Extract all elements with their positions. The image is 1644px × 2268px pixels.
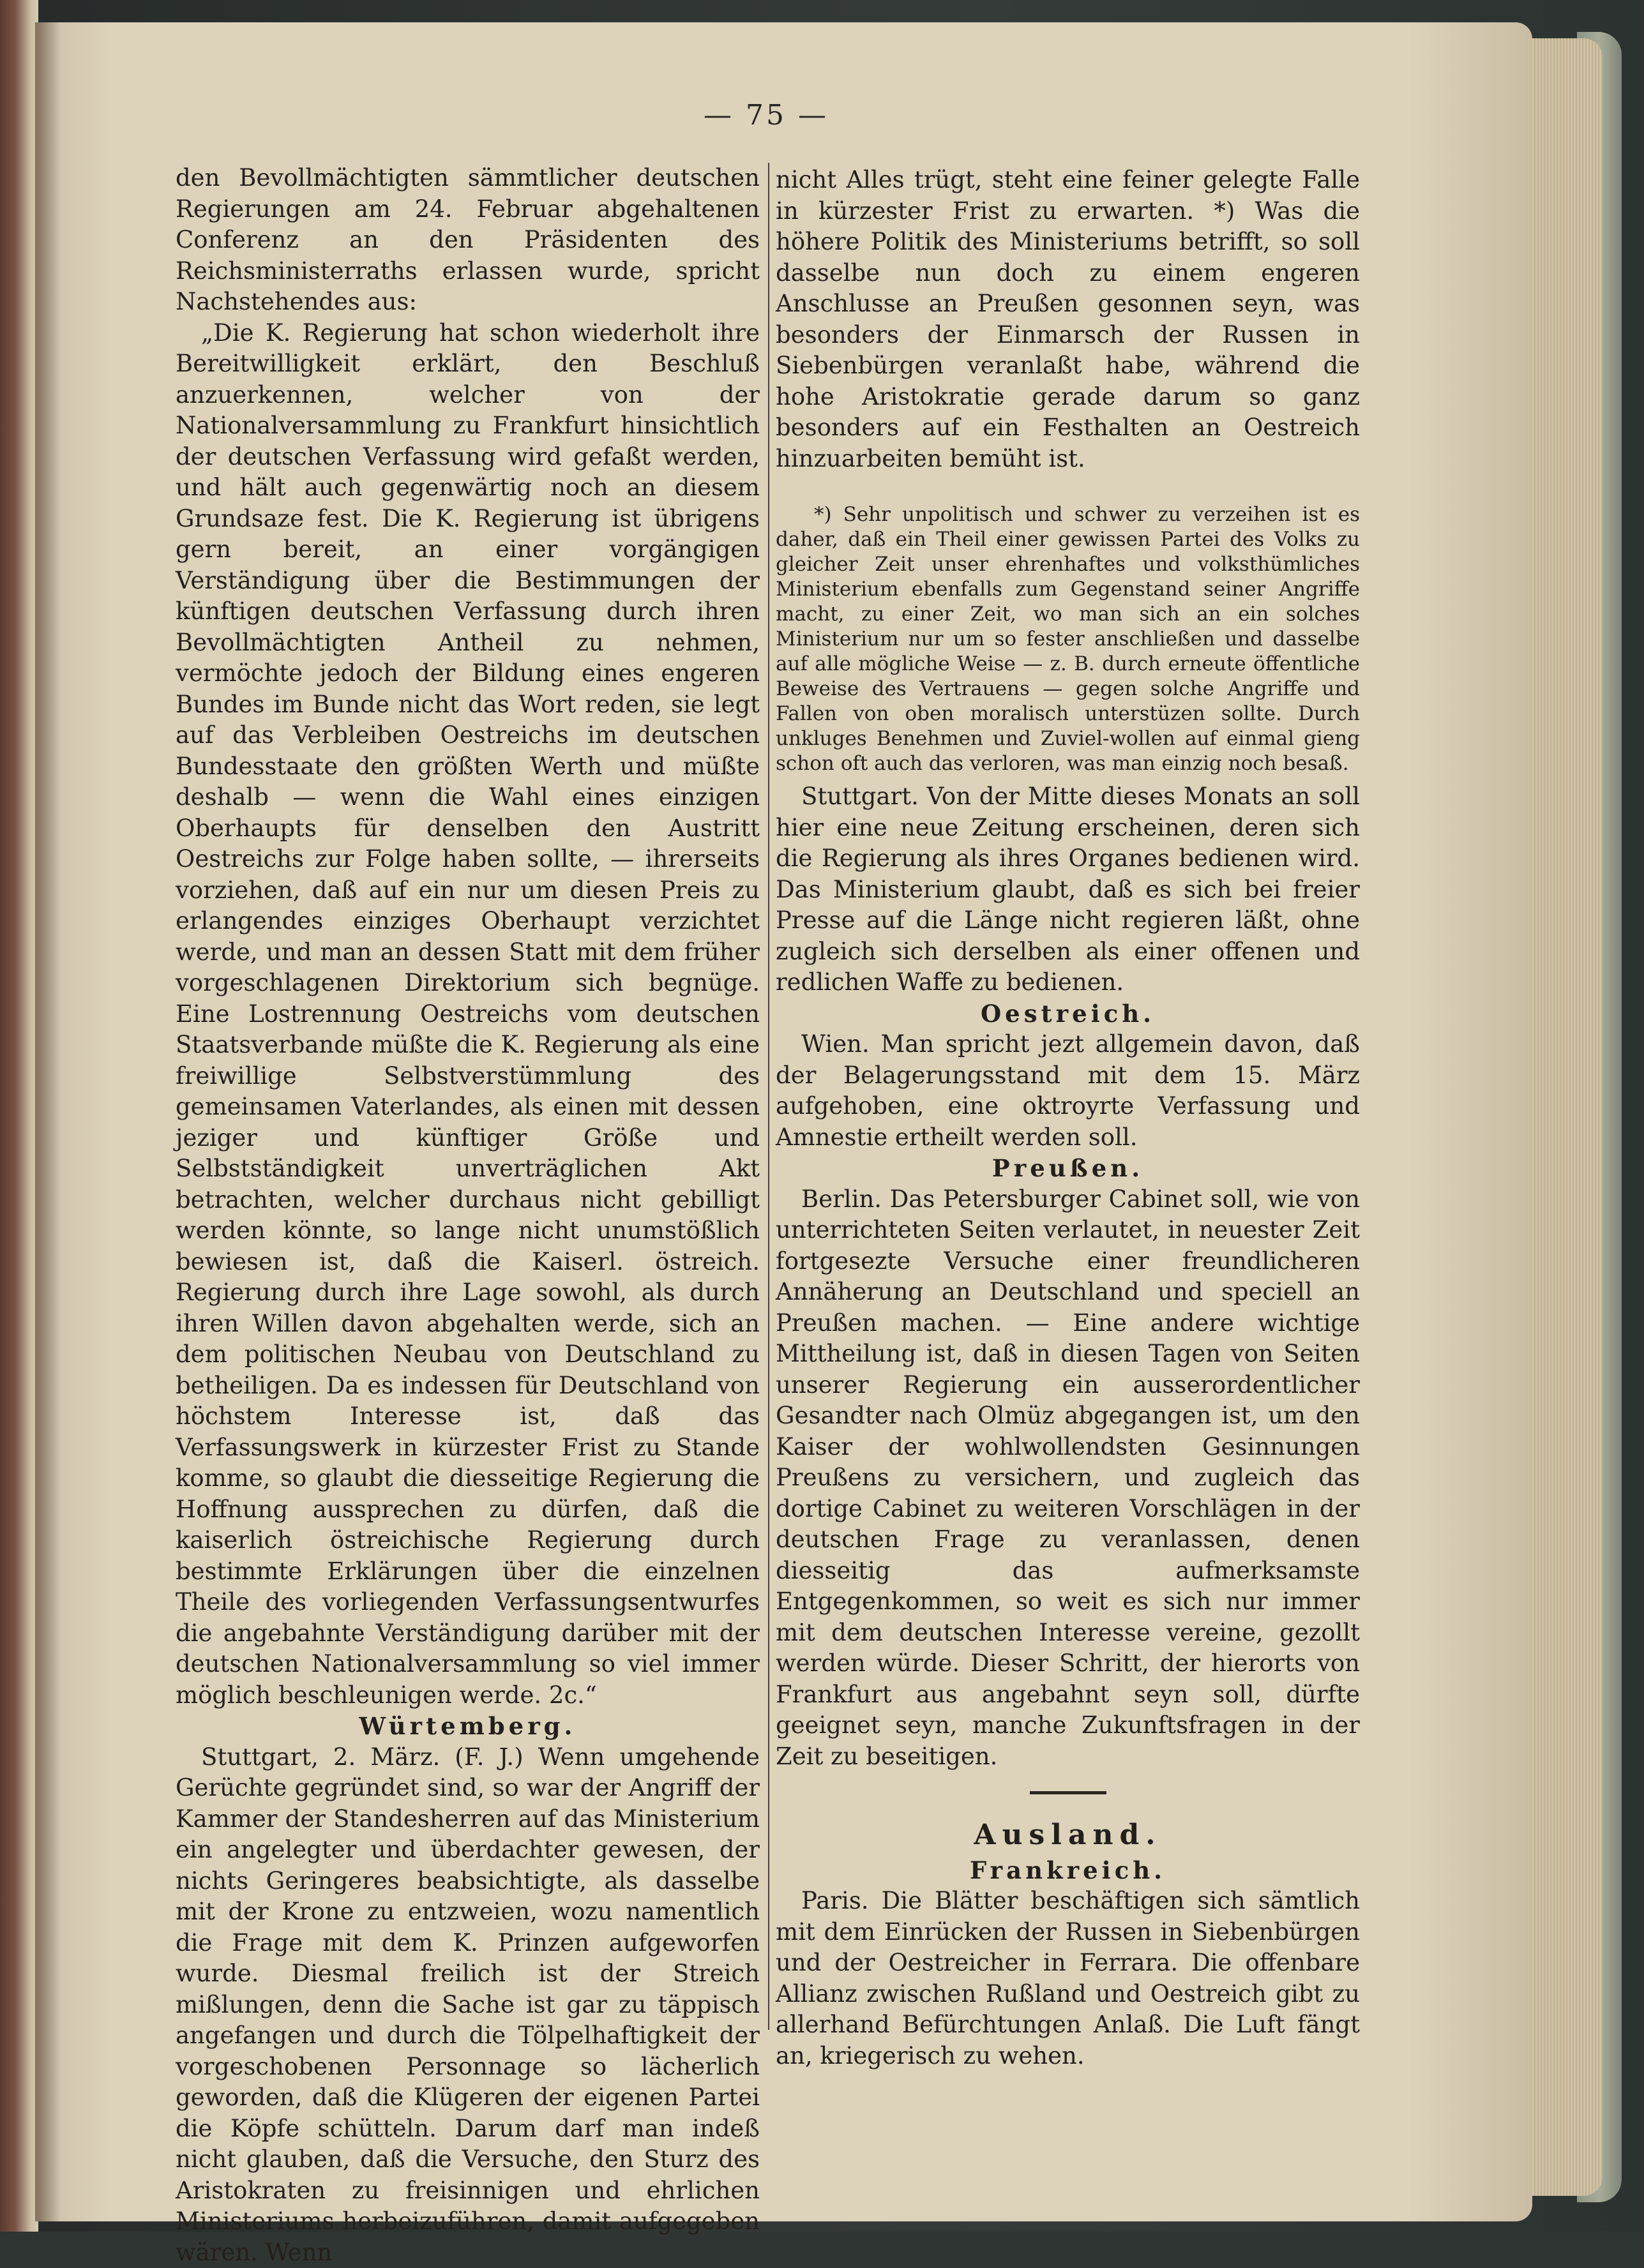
paragraph-conference-intro: den Bevollmächtigten sämmtlicher deutschen Regierungen am 24. Februar abgehaltenen Conferenz an den Präsidenten des Reichsministerraths erlassen wurde, spricht Nachstehendes aus: [176, 163, 760, 318]
heading-wuerttemberg: Würtemberg. [176, 1711, 760, 1742]
paragraph-government-declaration: „Die K. Regierung hat schon wiederholt ihre Bereitwilligkeit erklärt, den Beschluß anzuerkennen, welcher von der Nationalversammlung zu Frankfurt hinsichtlich der deutschen Verfassung wird gefaßt werden, und hält auch gegenwärtig noch an diesem Grundsaze fest. Die K. Regierung ist übrigens gern bereit, an einer vorgängigen Verständigung über die Bestimmungen der künftigen deutschen Verfassung durch ihren Bevollmächtigten Antheil zu nehmen, vermöchte jedoch der Bildung eines engeren Bundes im Bunde nicht das Wort reden, sie legt auf das Verbleiben Oestreichs im deutschen Bundesstaate den größten Werth und müßte deshalb — wenn die Wahl eines einzigen Oberhaupts für denselben den Austritt Oestreichs zur Folge haben sollte, — ihrerseits vorziehen, daß auf ein nur um diesen Preis zu erlangendes einziges Oberhaupt verzichtet werde, und man an dessen Statt mit dem früher vorgeschlagenen Direktorium sich begnüge. Eine Lostrennung Oestreichs vom deutschen Staatsverbande müßte die K. Regierung als eine freiwillige Selbstverstümmlung des gemeinsamen Vaterlandes, als einen mit dessen jeziger und künftiger Größe und Selbstständigkeit unverträglichen Akt betrachten, welcher durchaus nicht gebilligt werden könnte, so lange nicht unumstößlich bewiesen ist, daß die Kaiserl. östreich. Regierung durch ihre Lage sowohl, als durch ihren Willen davon abgehalten werde, sich an dem politischen Neubau von Deutschland zu betheiligen. Da es indessen für Deutschland von höchstem Interesse ist, daß das Verfassungswerk in kürzester Frist zu Stande komme, so glaubt die diesseitige Regierung die Hoffnung aussprechen zu dürfen, daß die kaiserlich östreichische Regierung durch bestimmte Erklärungen über die einzelnen Theile des vorliegenden Verfassungsentwurfes die angebahnte Verständigung darüber mit der deutschen Nationalversammlung so viel immer möglich beschleunigen werde. 2c.“ [176, 318, 760, 1711]
facing-page-edge [0, 0, 38, 2232]
section-divider [1030, 1791, 1106, 1794]
page-number: — 75 — [670, 99, 862, 137]
footnote: *) Sehr unpolitisch und schwer zu verzeihen ist es daher, daß ein Theil einer gewissen Partei des Volks zu gleicher Zeit unser ehrenhaftes und volksthümliches Ministerium ebenfalls zum Gegenstand seiner Angriffe macht, zu einer Zeit, wo man sich an ein solches Ministerium nur um so fester anschließen und dasselbe auf alle mögliche Weise — z. B. durch erneute öffentliche Beweise des Vertrauens — gegen solche Angriffe und Fallen von oben moralisch unterstüzen sollte. Durch unkluges Benehmen und Zuviel-wollen auf einmal gieng schon oft auch das verloren, was man einzig noch besaß. [776, 502, 1360, 776]
heading-frankreich: Frankreich. [776, 1855, 1360, 1886]
paragraph-continuation: nicht Alles trügt, steht eine feiner gelegte Falle in kürzester Frist zu erwarten. *) Was die höhere Politik des Ministeriums betrifft, so soll dasselbe nun doch zu einem engeren Anschlusse an Preußen gesonnen seyn, was besonders der Einmarsch der Russen in Siebenbürgen veranlaßt habe, während die hohe Aristokratie gerade darum so ganz besonders auf ein Festhalten an Oestreich hinzuarbeiten bemüht ist. [776, 165, 1360, 474]
paragraph-stuttgart-rumours: Stuttgart, 2. März. (F. J.) Wenn umgehende Gerüchte gegründet sind, so war der Angriff der Kammer der Standesherren auf das Ministerium ein angelegter und überdachter gewesen, der nichts Geringeres beabsichtigte, als dasselbe mit der Krone zu entzweien, wozu namentlich die Frage mit dem K. Prinzen aufgeworfen wurde. Diesmal freilich ist der Streich mißlungen, denn die Sache ist gar zu täppisch angefangen und durch die Tölpelhaftigkeit der vorgeschobenen Personnage so lächerlich geworden, daß die Klügeren der eigenen Partei die Köpfe schütteln. Darum darf man indeß nicht glauben, daß die Versuche, den Sturz des Aristokraten zu freisinnigen und ehrlichen Ministeriums herbeizuführen, damit aufgegeben wären. Wenn [176, 1742, 760, 2268]
paragraph-wien: Wien. Man spricht jezt allgemein davon, daß der Belagerungsstand mit dem 15. März aufgehoben, eine oktroyrte Verfassung und Amnestie ertheilt werden soll. [776, 1029, 1360, 1153]
heading-ausland: Ausland. [776, 1820, 1360, 1851]
column-divider [768, 163, 769, 2030]
paragraph-stuttgart-newspaper: Stuttgart. Von der Mitte dieses Monats an soll hier eine neue Zeitung erscheinen, deren sich die Regierung als ihres Organes bedienen wird. Das Ministerium glaubt, daß es sich bei freier Presse auf die Länge nicht regieren läßt, ohne zugleich sich derselben als einer offenen und redlichen Waffe zu bedienen. [776, 781, 1360, 998]
heading-oestreich: Oestreich. [776, 998, 1360, 1030]
paragraph-paris: Paris. Die Blätter beschäftigen sich sämtlich mit dem Einrücken der Russen in Siebenbürgen und der Oestreicher in Ferrara. Die offenbare Allianz zwischen Rußland und Oestreich gibt zu allerhand Befürchtungen Anlaß. Die Luft fängt an, kriegerisch zu wehen. [776, 1886, 1360, 2071]
binding-gutter-shadow [35, 22, 61, 2221]
paragraph-berlin: Berlin. Das Petersburger Cabinet soll, wie von unterrichteten Seiten verlautet, in neuester Zeit fortgesezte Versuche einer freundlicheren Annäherung an Deutschland und speciell an Preußen machen. — Eine andere wichtige Mittheilung ist, daß in diesen Tagen von Seiten unserer Regierung ein ausserordentlicher Gesandter nach Olmüz abgegangen ist, um den Kaiser der wohlwollendsten Gesinnungen Preußens zu versichern, und zugleich das dortige Cabinet zu weiteren Vorschlägen in der deutschen Frage zu veranlassen, denen diesseitig das aufmerksamste Entgegenkommen, so weit es sich nur immer mit dem deutschen Interesse vereine, gezollt werden würde. Dieser Schritt, der hierorts von Frankfurt aus angebahnt seyn soll, dürfte geeignet seyn, manche Zukunftsfragen in der Zeit zu beseitigen. [776, 1184, 1360, 1773]
heading-preussen: Preußen. [776, 1153, 1360, 1184]
left-column [176, 163, 760, 2268]
right-column [776, 165, 1360, 2071]
